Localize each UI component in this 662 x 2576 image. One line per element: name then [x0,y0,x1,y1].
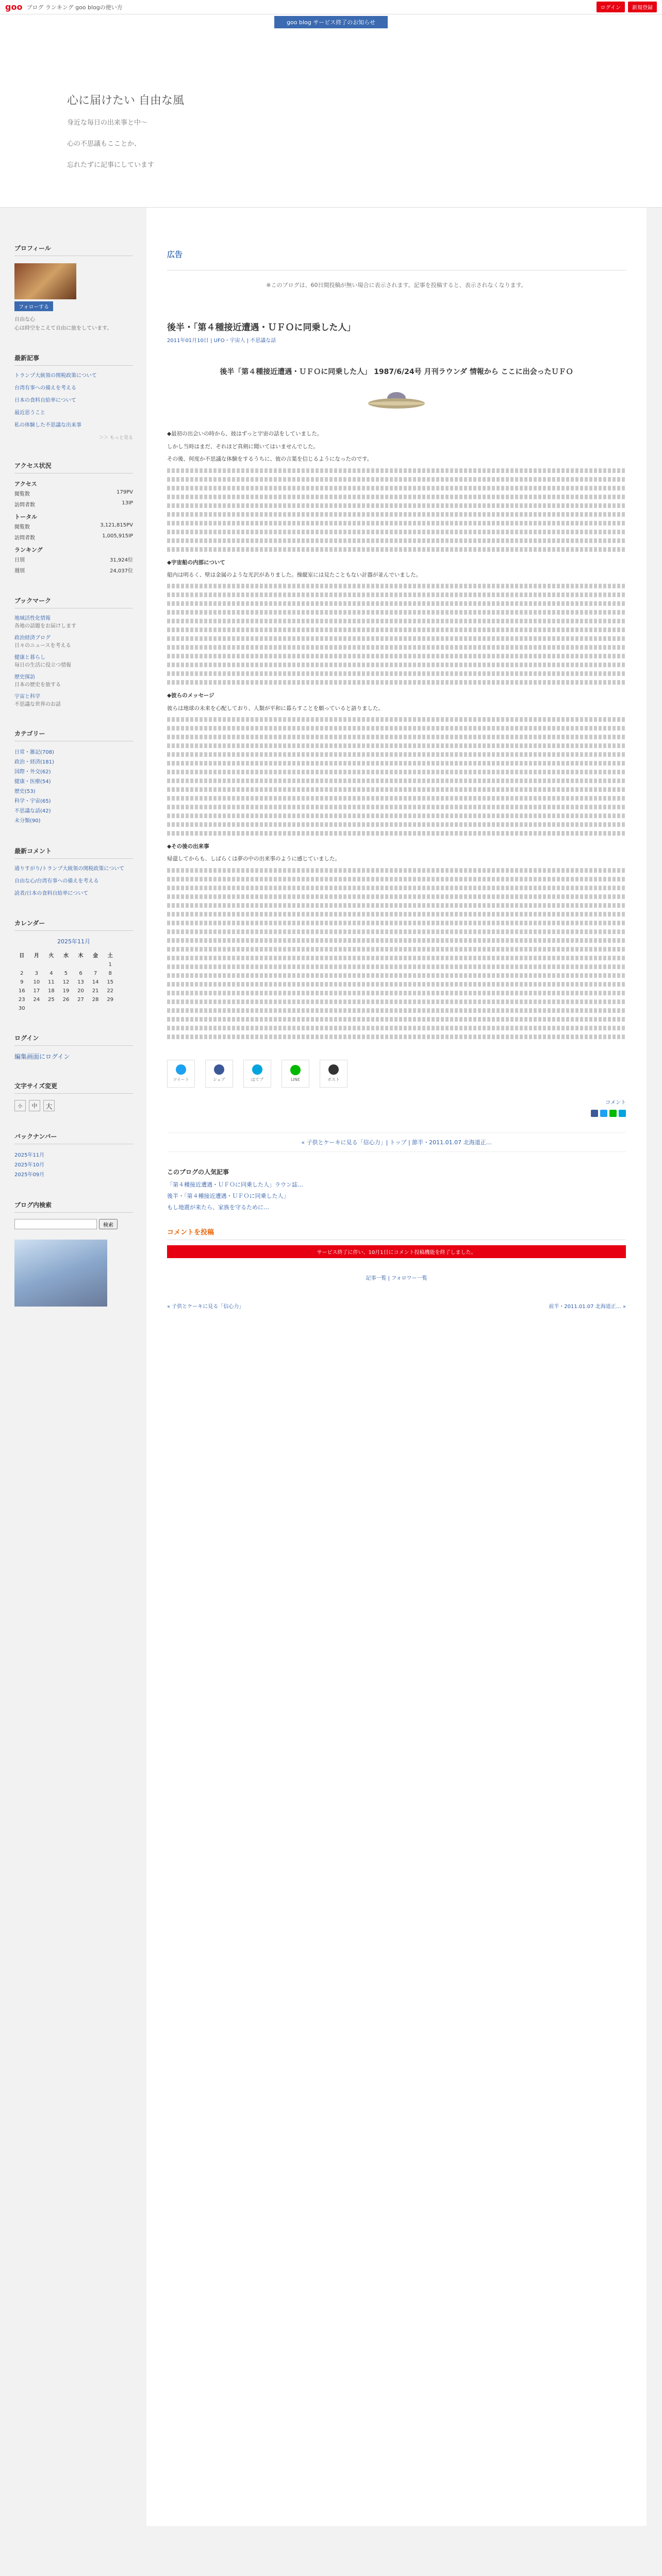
twitter-icon [176,1064,186,1075]
body-paragraph: ◆最初の出会いの時から、彼はずっと宇宙の話をしていました。 [167,431,323,437]
calendar-weekday: 水 [63,953,69,959]
calendar-weekday: 月 [34,953,39,959]
section-heading: ◆宇宙船の内部について [167,559,225,566]
line-icon [290,1065,301,1075]
calendar-day [73,1004,88,1013]
calendar-day[interactable]: 20 [77,988,84,994]
facebook-icon [214,1064,224,1075]
comment-link[interactable]: コメント [605,1099,626,1106]
total-views-row: 閲覧数 3,121,815PV [14,522,133,530]
backnumber-item[interactable]: 2025年09月 [14,1172,45,1178]
calendar-day [59,960,74,969]
weekly-rank: 24,037位 [110,568,133,574]
recent-item[interactable]: 日本の食料自給率について [14,398,76,403]
calendar-day[interactable]: 30 [18,1006,25,1011]
post-pager[interactable]: « 子供とケーキに見る「信心力」| トップ | 節半・2011.01.07 北海道正… [167,1132,626,1152]
calendar-day[interactable]: 7 [93,971,97,976]
small-share-icons [167,1110,626,1117]
daily-rank: 31,924位 [110,557,133,563]
calendar-day [103,1004,118,1013]
font-size-controls [14,1100,133,1111]
backnumber-item[interactable]: 2025年10月 [14,1162,45,1168]
article-list-link[interactable]: 記事一覧 | フォロワー一覧 [366,1275,427,1281]
calendar-day[interactable]: 26 [62,997,70,1003]
login-heading: ログイン [14,1033,133,1046]
bottom-nav [167,1302,626,1310]
popular-posts [167,1167,626,1211]
search-heading: ブログ内検索 [14,1200,133,1213]
comment-item[interactable]: 読者/日本の食料自給率について [14,891,89,896]
next-post-link[interactable]: 前半・2011.01.07 北海道正… » [549,1303,626,1310]
recent-more-link[interactable]: ＞＞ もっと見る [99,435,133,440]
category-item[interactable]: 日常・雑記(708) [14,750,54,755]
bookmark-link[interactable]: 歴史探訪 [14,674,35,680]
calendar-day[interactable]: 14 [92,979,99,985]
backnumber-item[interactable]: 2025年11月 [14,1153,45,1158]
share-line-button[interactable]: LINE [282,1060,309,1088]
bookmark-link[interactable]: 政治経済ブログ [14,635,51,641]
calendar-day[interactable]: 18 [48,988,55,994]
share-buttons [167,1060,626,1088]
avatar[interactable] [14,263,76,299]
popular-item[interactable]: もし地震が来たら、家族を守るために… [167,1204,269,1211]
recent-item[interactable]: 台湾有事への備えを考える [14,385,76,391]
bookmark-list [14,615,133,708]
goo-logo[interactable]: goo [5,2,23,12]
bookmark-desc: 日本の歴史を旅する [14,682,61,688]
prev-post-link[interactable]: « 子供とケーキに見る「信心力」 [167,1303,244,1310]
x-icon [328,1064,339,1075]
blog-header [0,30,662,208]
calendar-heading: カレンダー [14,919,133,931]
calendar-weekday: 金 [93,953,98,959]
body-paragraph: しかし当時はまだ、それほど真剣に聞いてはいませんでした。 [167,443,319,450]
register-button[interactable]: 新規登録 [628,2,657,12]
bookmark-desc: 不思議な世界のお話 [14,702,61,707]
access-heading: アクセス状況 [14,461,133,473]
comment-closed-notice: サービス終了に伴い、10月1日にコメント投稿機能を終了しました。 [167,1245,626,1258]
calendar-weekday: 日 [19,953,25,959]
calendar [14,950,118,1013]
category-item[interactable]: 健康・医療(54) [14,779,51,785]
bookmark-item[interactable] [14,693,133,708]
calendar-day[interactable]: 17 [33,988,40,994]
calendar-day[interactable]: 10 [33,979,40,985]
calendar-day[interactable]: 28 [92,997,99,1003]
body-paragraph: 船内は明るく、壁は金属のような光沢がありました。操縦室には見たこともない計器が並んでいました。 [167,571,422,578]
comments-heading: 最新コメント [14,846,133,859]
bookmark-desc: 各地の話題をお届けします [14,623,76,629]
share-hatena-button[interactable]: はてブ [243,1060,271,1088]
comment-item[interactable]: 通りすがり/トランプ大統領の関税政策について [14,866,125,872]
post-headline: 後半「第４種接近遭遇・ＵＦＯに同乗した人」 1987/6/24号 月刊ラウンダ 情報から ここに出会ったＵＦＯ [220,368,573,376]
calendar-day[interactable]: 9 [20,979,24,985]
share-post-button[interactable]: ポスト [320,1060,347,1088]
bookmark-desc: 毎日の生活に役立つ情報 [14,663,71,668]
calendar-day[interactable]: 12 [62,979,70,985]
body-paragraph: その後、何度か不思議な体験をするうちに、彼の言葉を信じるようになったのです。 [167,456,373,463]
calendar-day[interactable]: 13 [77,979,84,985]
calendar-day [88,960,103,969]
line-icon[interactable] [609,1110,617,1117]
total-ip: 1,005,915IP [102,533,133,539]
header-line-3: 忘れたずに記事にしています [67,161,155,169]
calendar-day[interactable]: 24 [33,997,40,1003]
search-box [14,1219,133,1229]
service-end-banner[interactable]: goo blog サービス終了のお知らせ [274,16,388,28]
weekly-rank-row: 週別 24,037位 [14,565,133,575]
calendar-day [14,960,29,969]
calendar-day[interactable]: 19 [62,988,70,994]
calendar-day[interactable]: 1 [108,962,112,968]
calendar-day [29,960,44,969]
calendar-day [59,1004,74,1013]
section-heading: ◆彼らのメッセージ [167,692,214,699]
category-list [14,748,133,826]
main-content [146,208,647,2526]
header-line-2: 心の不思議もこことか、 [67,140,141,148]
sidebar-photo [14,1240,107,1307]
calendar-day[interactable]: 3 [35,971,39,976]
recent-item[interactable]: 最近思うこと [14,410,45,416]
font-medium-button[interactable]: 中 [29,1100,40,1111]
font-small-button[interactable]: 小 [14,1100,26,1111]
top-bar [0,0,662,14]
comment-item[interactable]: 自由な心/台湾有事への備えを考える [14,878,99,884]
bookmark-heading: ブックマーク [14,596,133,608]
today-views: 179PV [117,489,133,495]
search-input[interactable] [14,1219,97,1229]
hatena-icon [252,1064,262,1075]
bookmark-desc: 日々のニュースを考える [14,643,71,649]
calendar-day [29,1004,44,1013]
popular-item[interactable]: 後半・「第４種接近遭遇・ＵＦＯに同乗した人」 [167,1192,289,1199]
calendar-day [44,1004,59,1013]
service-notice [0,14,662,30]
calendar-day [73,960,88,969]
body-paragraph: 帰還してからも、しばらくは夢の中の出来事のように感じていました。 [167,856,340,862]
header-line-1: 身近な毎日の出来事と中～ [67,119,148,127]
ufo-icon [366,388,427,414]
calendar-day[interactable]: 22 [107,988,114,994]
bookmark-item[interactable] [14,673,133,689]
site-title[interactable]: 心に届けたい 自由な風 [67,94,184,107]
search-button[interactable]: 検索 [99,1219,118,1229]
today-ip-row: 訪問者数 13IP [14,500,133,508]
bookmark-item[interactable] [14,615,133,630]
category-item[interactable]: 未分類(90) [14,818,41,824]
section-heading: ◆その後の出来事 [167,843,209,850]
calendar-day[interactable]: 21 [92,988,99,994]
rank-label: ランキング [14,547,43,553]
category-item[interactable]: 国際・外交(62) [14,769,51,775]
backnumber-list [14,1150,133,1180]
today-ip: 13IP [122,500,133,506]
category-item[interactable]: 歴史(53) [14,789,36,794]
hatena-icon[interactable] [619,1110,626,1117]
comment-heading: コメントを投稿 [167,1227,626,1240]
post-meta[interactable]: 2011年01月10日 | UFO・宇宙人 | 不思議な話 [167,338,276,344]
facebook-icon[interactable] [591,1110,598,1117]
calendar-day[interactable]: 8 [108,971,112,976]
calendar-day[interactable]: 2 [20,971,24,976]
twitter-icon[interactable] [600,1110,607,1117]
calendar-day[interactable]: 4 [49,971,53,976]
font-large-button[interactable]: 大 [43,1100,55,1111]
body-paragraph: 彼らは地球の未来を心配しており、人類が平和に暮らすことを願っていると語りました。 [167,705,384,711]
calendar-day[interactable]: 29 [107,997,114,1003]
calendar-day[interactable]: 6 [79,971,82,976]
login-link[interactable]: 編集画面にログイン [14,1053,70,1060]
calendar-day[interactable]: 16 [18,988,25,994]
recent-item[interactable]: トランプ大統領の関税政策について [14,373,97,379]
calendar-day[interactable]: 15 [107,979,114,985]
calendar-day[interactable]: 23 [18,997,25,1003]
calendar-weekday: 土 [107,953,113,959]
topbar-links[interactable]: ブログ ランキング goo blogの使い方 [26,4,123,11]
category-heading: カテゴリー [14,729,133,741]
font-size-heading: 文字サイズ変更 [14,1081,133,1094]
profile-text: 心は時空をこえて自由に旅をしています。 [14,326,112,331]
comment-list [14,865,133,898]
bookmark-item[interactable] [14,654,133,669]
calendar-day[interactable]: 11 [48,979,55,985]
login-button[interactable]: ログイン [597,2,625,12]
category-item[interactable]: 政治・経済(181) [14,759,54,765]
calendar-day[interactable]: 27 [77,997,84,1003]
recent-list [14,372,133,430]
profile-name: 自由な心 [14,317,35,323]
category-item[interactable]: 科学・宇宙(65) [14,799,51,804]
bookmark-link[interactable]: 健康と暮らし [14,655,45,660]
calendar-day [44,960,59,969]
backnumber-heading: バックナンバー [14,1132,133,1144]
calendar-day [88,1004,103,1013]
daily-rank-row: 日別 31,924位 [14,554,133,565]
ad-note: ※このブログは、60日間投稿が無い場合に表示されます。記事を投稿すると、表示されなくなります。 [266,282,527,289]
today-views-row: 閲覧数 179PV [14,489,133,497]
bookmark-link[interactable]: 宇宙と科学 [14,694,40,700]
recent-item[interactable]: 私の体験した不思議な出来事 [14,422,81,428]
popular-item[interactable]: 「第４種接近遭遇・ＵＦＯに同乗した人」ラウン誌… [167,1181,303,1188]
total-label: トータル [14,514,37,520]
bookmark-link[interactable]: 地域活性化情報 [14,616,51,621]
access-label: アクセス [14,481,37,487]
sidebar [14,208,133,2526]
calendar-day[interactable]: 5 [64,971,68,976]
post-title[interactable]: 後半・「第４種接近遭遇・ＵＦＯに同乗した人」 [167,323,356,333]
total-ip-row: 訪問者数 1,005,915IP [14,533,133,541]
share-tweet-button[interactable]: ツイート [167,1060,195,1088]
bookmark-item[interactable] [14,634,133,650]
ufo-image [167,388,626,414]
total-views: 3,121,815PV [100,522,133,528]
category-item[interactable]: 不思議な話(42) [14,808,51,814]
post-body [167,429,626,1039]
calendar-day[interactable]: 25 [48,997,55,1003]
follow-button[interactable]: フォローする [14,301,53,311]
calendar-weekday: 木 [78,953,84,959]
calendar-title: 2025年11月 [57,938,90,945]
share-facebook-button[interactable]: シェア [205,1060,233,1088]
popular-heading: このブログの人気記事 [167,1168,229,1176]
calendar-weekday: 火 [48,953,54,959]
recent-heading: 最新記事 [14,353,133,366]
profile-heading: プロフィール [14,244,133,256]
ad-heading: 広告 [167,208,626,270]
